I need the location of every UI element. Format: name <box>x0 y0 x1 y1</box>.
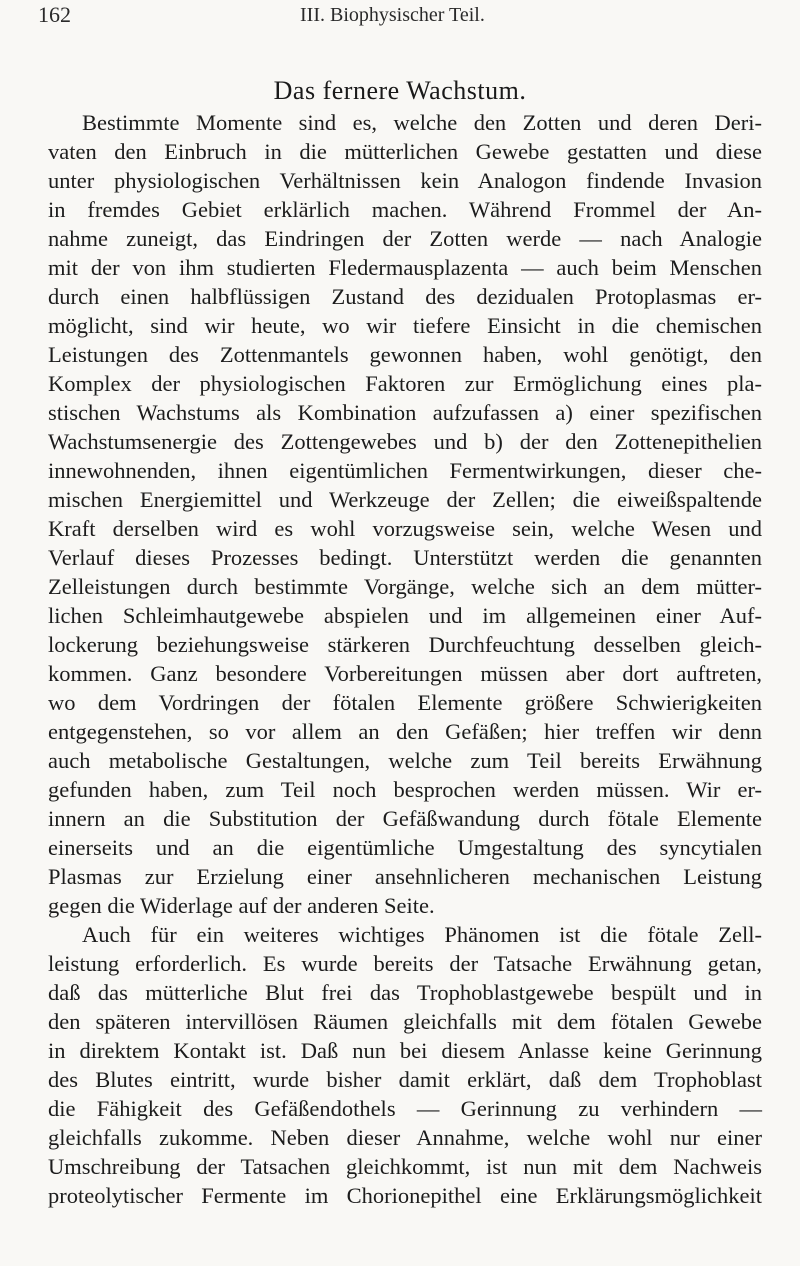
text-line: den späteren intervillösen Räumen gleichfalls mit dem fötalen Gewebe <box>48 1009 762 1034</box>
text-line: des Blutes eintritt, wurde bisher damit erklärt, daß dem Trophoblast <box>48 1067 762 1092</box>
text-line: die Fähigkeit des Gefäßendothels — Gerinnung zu verhindern — <box>48 1096 762 1121</box>
text-line: entgegenstehen, so vor allem an den Gefäßen; hier treffen wir denn <box>48 719 762 744</box>
text-line: Kraft derselben wird es wohl vorzugsweise sein, welche Wesen und <box>48 516 762 541</box>
text-line: möglicht, sind wir heute, wo wir tiefere Einsicht in die chemischen <box>48 313 762 338</box>
text-line: unter physiologischen Verhältnissen kein Analogon findende Invasion <box>48 168 762 193</box>
text-line: wo dem Vordringen der fötalen Elemente größere Schwierigkeiten <box>48 690 762 715</box>
text-line: kommen. Ganz besondere Vorbereitungen müssen aber dort auftreten, <box>48 661 762 686</box>
running-title: III. Biophysischer Teil. <box>300 4 485 26</box>
text-line: gefunden haben, zum Teil noch besprochen werden müssen. Wir er- <box>48 777 762 802</box>
running-head <box>38 2 762 32</box>
text-line: stischen Wachstums als Kombination aufzufassen a) einer spezifischen <box>48 400 762 425</box>
text-line: Zelleistungen durch bestimmte Vorgänge, welche sich an dem mütter- <box>48 574 762 599</box>
text-line: auch metabolische Gestaltungen, welche zum Teil bereits Erwähnung <box>48 748 762 773</box>
text-line: mit der von ihm studierten Fledermausplazenta — auch beim Menschen <box>48 255 762 280</box>
page-number: 162 <box>38 2 71 27</box>
text-line: durch einen halbflüssigen Zustand des dezidualen Protoplasmas er- <box>48 284 762 309</box>
text-line: Auch für ein weiteres wichtiges Phänomen ist die fötale Zell- <box>82 922 762 947</box>
text-line: Plasmas zur Erzielung einer ansehnlicheren mechanischen Leistung <box>48 864 762 889</box>
text-line: Komplex der physiologischen Faktoren zur Ermöglichung eines pla- <box>48 371 762 396</box>
text-line: gleichfalls zukomme. Neben dieser Annahme, welche wohl nur einer <box>48 1125 762 1150</box>
text-line: lichen Schleimhautgewebe abspielen und im allgemeinen einer Auf- <box>48 603 762 628</box>
text-line: in fremdes Gebiet erklärlich machen. Während Frommel der An- <box>48 197 762 222</box>
text-line: gegen die Widerlage auf der anderen Seite. <box>48 893 435 918</box>
text-line: Verlauf dieses Prozesses bedingt. Unterstützt werden die genannten <box>48 545 762 570</box>
text-line: daß das mütterliche Blut frei das Trophoblastgewebe bespült und in <box>48 980 762 1005</box>
section-title: Das fernere Wachstum. <box>273 76 527 105</box>
text-line: innewohnenden, ihnen eigentümlichen Fermentwirkungen, dieser che- <box>48 458 762 483</box>
text-line: Wachstumsenergie des Zottengewebes und b) der den Zottenepithelien <box>48 429 762 454</box>
text-line: in direktem Kontakt ist. Daß nun bei diesem Anlasse keine Gerinnung <box>48 1038 762 1063</box>
body-text <box>48 108 762 1210</box>
text-line: einerseits und an die eigentümliche Umgestaltung des syncytialen <box>48 835 762 860</box>
text-line: leistung erforderlich. Es wurde bereits der Tatsache Erwähnung getan, <box>48 951 762 976</box>
text-line: mischen Energiemittel und Werkzeuge der Zellen; die eiweißspaltende <box>48 487 762 512</box>
text-line: nahme zuneigt, das Eindringen der Zotten werde — nach Analogie <box>48 226 762 251</box>
text-line: Bestimmte Momente sind es, welche den Zotten und deren Deri- <box>82 110 762 135</box>
text-line: vaten den Einbruch in die mütterlichen Gewebe gestatten und diese <box>48 139 762 164</box>
text-line: lockerung beziehungsweise stärkeren Durchfeuchtung desselben gleich- <box>48 632 762 657</box>
text-line: Leistungen des Zottenmantels gewonnen haben, wohl genötigt, den <box>48 342 762 367</box>
text-line: innern an die Substitution der Gefäßwandung durch fötale Elemente <box>48 806 762 831</box>
text-line: proteolytischer Fermente im Chorionepithel eine Erklärungsmöglichkeit <box>48 1183 762 1208</box>
text-line: Umschreibung der Tatsachen gleichkommt, ist nun mit dem Nachweis <box>48 1154 762 1179</box>
